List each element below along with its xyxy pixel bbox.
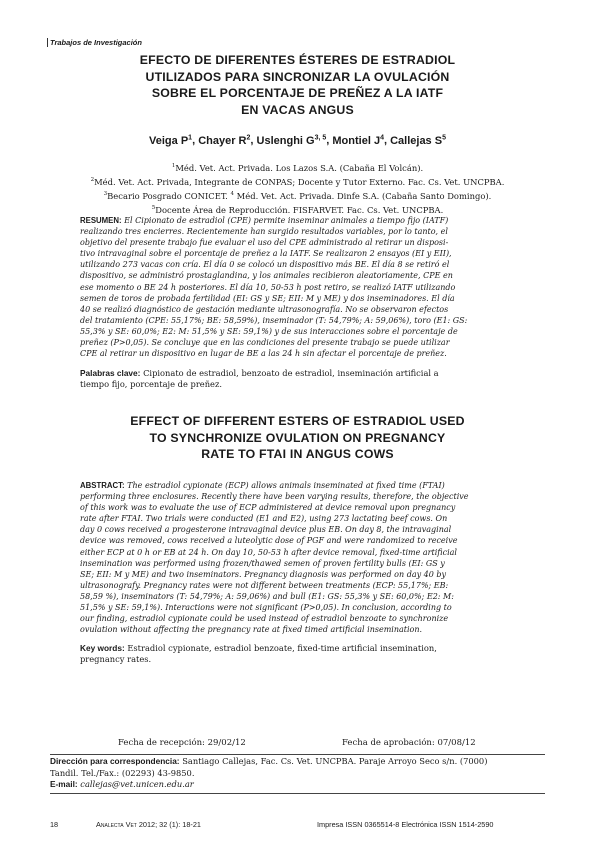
keywords-label: Palabras clave:: [80, 368, 141, 378]
abstract-line: CPE al retirar un dispositivo en lugar de BE a las 24 h sin afectar el porcentaje de preñez.: [80, 349, 447, 359]
abstract-line: The estradiol cypionate (ECP) allows animals inseminated at fixed time (FTAI): [127, 481, 445, 490]
resumen: [80, 215, 514, 359]
spanish-title: [60, 52, 535, 118]
abstract-line: ese momento o BE 24 h posteriores. El día 10, 50-53 h post retiro, se realizó IATF utilizando: [80, 282, 456, 292]
abstract-line: either ECP at 0 h or EB at 24 h. On day 10, 50-53 h after device removal, fixed-time artificial: [80, 547, 457, 557]
journal-citation: Analecta Vet 2012; 32 (1): 18-21: [96, 820, 201, 829]
abstract-line: tivo intravaginal sobre el porcentaje de preñez a la IATF. Se realizaron 2 ensayos (EI y EII),: [80, 249, 452, 259]
abstract-line: ultrasonografy. Pregnancy rates were not different between treatments (ECP: 55,17%; EB:: [80, 580, 449, 590]
author: Veiga $P^1$: [149, 134, 193, 147]
abstract-line: of this work was to evaluate the use of ECP administered at device removal upon pregnancy: [80, 503, 456, 513]
abstract-line: day 0 cows received a progesterone intravaginal device plus EB. On day 8, the intravaginal: [80, 525, 452, 535]
title-line: EFFECT OF DIFFERENT ESTERS OF ESTRADIOL USED: [130, 414, 465, 428]
abstract-line: El Cipionato de estradiol (CPE) permite inseminar animales a tiempo fijo (IATF): [124, 216, 449, 225]
abstract-line: insemination was performed using frozen/thawed semen of proven fertility bulls (EI: GS y: [80, 558, 445, 568]
correspondence: [50, 756, 545, 791]
abstract-line: 58,59 %), inseminators (T: 54,79%; A: 59,06%) and bull (E1: GS: 55,3% y SE: 60,0%; E2: M:: [80, 591, 454, 601]
keywords-line: tiempo fijo, porcentaje de preñez.: [80, 379, 222, 390]
title-line: RATE TO FTAI IN ANGUS COWS: [201, 447, 394, 462]
divider: [50, 754, 545, 755]
abstract-line: rate after FTAI. Two trials were conducted (E1 and E2), using 273 lactating beef cows. On: [80, 514, 448, 524]
title-line: EN VACAS ANGUS: [241, 102, 354, 117]
issn: Impresa ISSN 0365514-8 Electrónica ISSN 1514-2590: [317, 820, 494, 829]
keywords-line: Estradiol cypionate, estradiol benzoate, fixed-time artificial insemination,: [124, 643, 437, 653]
abstract-label: ABSTRACT:: [80, 481, 125, 490]
affiliations: [50, 160, 545, 216]
affiliation: $^5$Docente Área de Reproducción. FISFARVET. Fac. Cs. Vet. UNCPBA.: [151, 204, 444, 215]
abstract-line: 55,3% y SE: 60,0%; E2: M: 51,5% y SE: 59,1%) y de sus interacciones sobre el porcentaje de: [80, 326, 458, 336]
section-tag: Trabajos de Investigación: [47, 38, 142, 47]
abstract-line: semen de toros de probada fertilidad (EI: GS y SE; EII: M y ME) y dos inseminadores. El día: [80, 293, 455, 303]
abstract-line: realizando tres encierres. Recientemente han surgido resultados variables, por lo tanto, el: [80, 227, 448, 237]
email-label: E-mail:: [50, 779, 78, 790]
email-link[interactable]: callejas@vet.unicen.edu.ar: [77, 779, 194, 790]
abstract-line: utilizando 273 vacas con cría. El día 0 se colocó un dispositivo más BE. El día 8 se retiró el: [80, 260, 450, 270]
title-line: EFECTO DE DIFERENTES ÉSTERES DE ESTRADIOL: [139, 53, 456, 67]
abstract-line: SE; EII: M y ME) and two inseminators. Pregnancy diagnosis was performed on day 40 by: [80, 569, 447, 579]
approved-date: Fecha de aprobación: 07/08/12: [342, 738, 476, 748]
resumen-label: RESUMEN:: [80, 216, 122, 225]
affiliation: $^3$Becario Posgrado CONICET. $^4$ Méd. Vet. Act. Privada. Dinfe S.A. (Cabaña Santo Domingo).: [103, 190, 492, 201]
title-line: UTILIZADOS PARA SINCRONIZAR LA OVULACIÓN: [145, 69, 450, 84]
author: Chayer $R^2$: [198, 134, 251, 147]
abstract-line: device was removed, cows received a luteolytic dose of PGF and were randomized to receive: [80, 536, 458, 546]
author: Callejas $S^5$: [390, 134, 446, 147]
abstract-line: our finding, estradiol cypionate could be used instead of estradiol benzoate to synchronize: [80, 614, 449, 624]
title-line: SOBRE EL PORCENTAJE DE PREÑEZ A LA IATF: [151, 86, 444, 101]
abstract-line: preñez (P>0,05). Se concluye que en las condiciones del presente trabajo se puede utilizar: [80, 338, 450, 348]
author: Uslenghi G$^{3, 5}$: [256, 134, 327, 147]
abstract-line: objetivo del presente trabajo fue evaluar el uso del CPE administrado al retirar un disposi-: [80, 238, 449, 248]
page-number: 18: [50, 820, 59, 829]
abstract-line: ovulation without affecting the pregnancy rate at fixed timed artificial insemination.: [80, 625, 423, 635]
correspondence-label: Dirección para correspondencia:: [50, 756, 180, 766]
affiliation: $^2$Méd. Vet. Act. Privada, Integrante de CONPAS; Docente y Tutor Externo. Fac. Cs. Vet. UNCPBA.: [90, 176, 505, 187]
abstract-line: performing three enclosures. Recently there have been varying results, therefore, the objective: [80, 492, 469, 502]
abstract-line: 51,5% y SE: 59,1%). Interactions were not significant (P>0,05). In conclusion, according to: [80, 603, 452, 613]
correspondence-address: Santiago Callejas, Fac. Cs. Vet. UNCPBA. Paraje Arroyo Seco s/n. (7000): [179, 756, 488, 766]
correspondence-phone: Tandil. Tel./Fax.: (02293) 43-9850.: [50, 767, 195, 778]
keywords-label: Key words:: [80, 643, 125, 653]
author: Montiel $J^4$: [332, 134, 384, 147]
author-list: Veiga $P^1$, Chayer $R^2$, Uslenghi G$^{3, 5}$, Montiel $J^4$, Callejas $S^5$: [149, 134, 446, 147]
received-date: Fecha de recepción: 29/02/12: [118, 738, 246, 748]
title-line: TO SYNCHRONIZE OVULATION ON PREGNANCY: [149, 430, 446, 445]
divider: [50, 793, 545, 794]
abstract-line: del tratamiento (CPE: 55,17%; BE: 58,59%), inseminador (T: 54,79%; A: 59,06%), toro (E1: GS:: [80, 315, 468, 325]
palabras-clave: [80, 368, 514, 390]
english-title: [60, 413, 535, 463]
keywords-line: Cipionato de estradiol, benzoato de estradiol, inseminación artificial a: [140, 368, 439, 378]
key-words: [80, 643, 514, 665]
affiliation: $^1$Méd. Vet. Act. Privada. Los Lazos S.A. (Cabaña El Volcán).: [171, 162, 424, 173]
abstract: [80, 480, 514, 635]
abstract-line: 40 se realizó diagnóstico de gestación mediante ultrasonografía. No se observaron efectos: [80, 304, 449, 314]
abstract-line: dispositivo, se administró prostaglandina, y los animales recibieron aleatoriamente, CPE en: [80, 271, 453, 281]
keywords-line: pregnancy rates.: [80, 654, 152, 665]
